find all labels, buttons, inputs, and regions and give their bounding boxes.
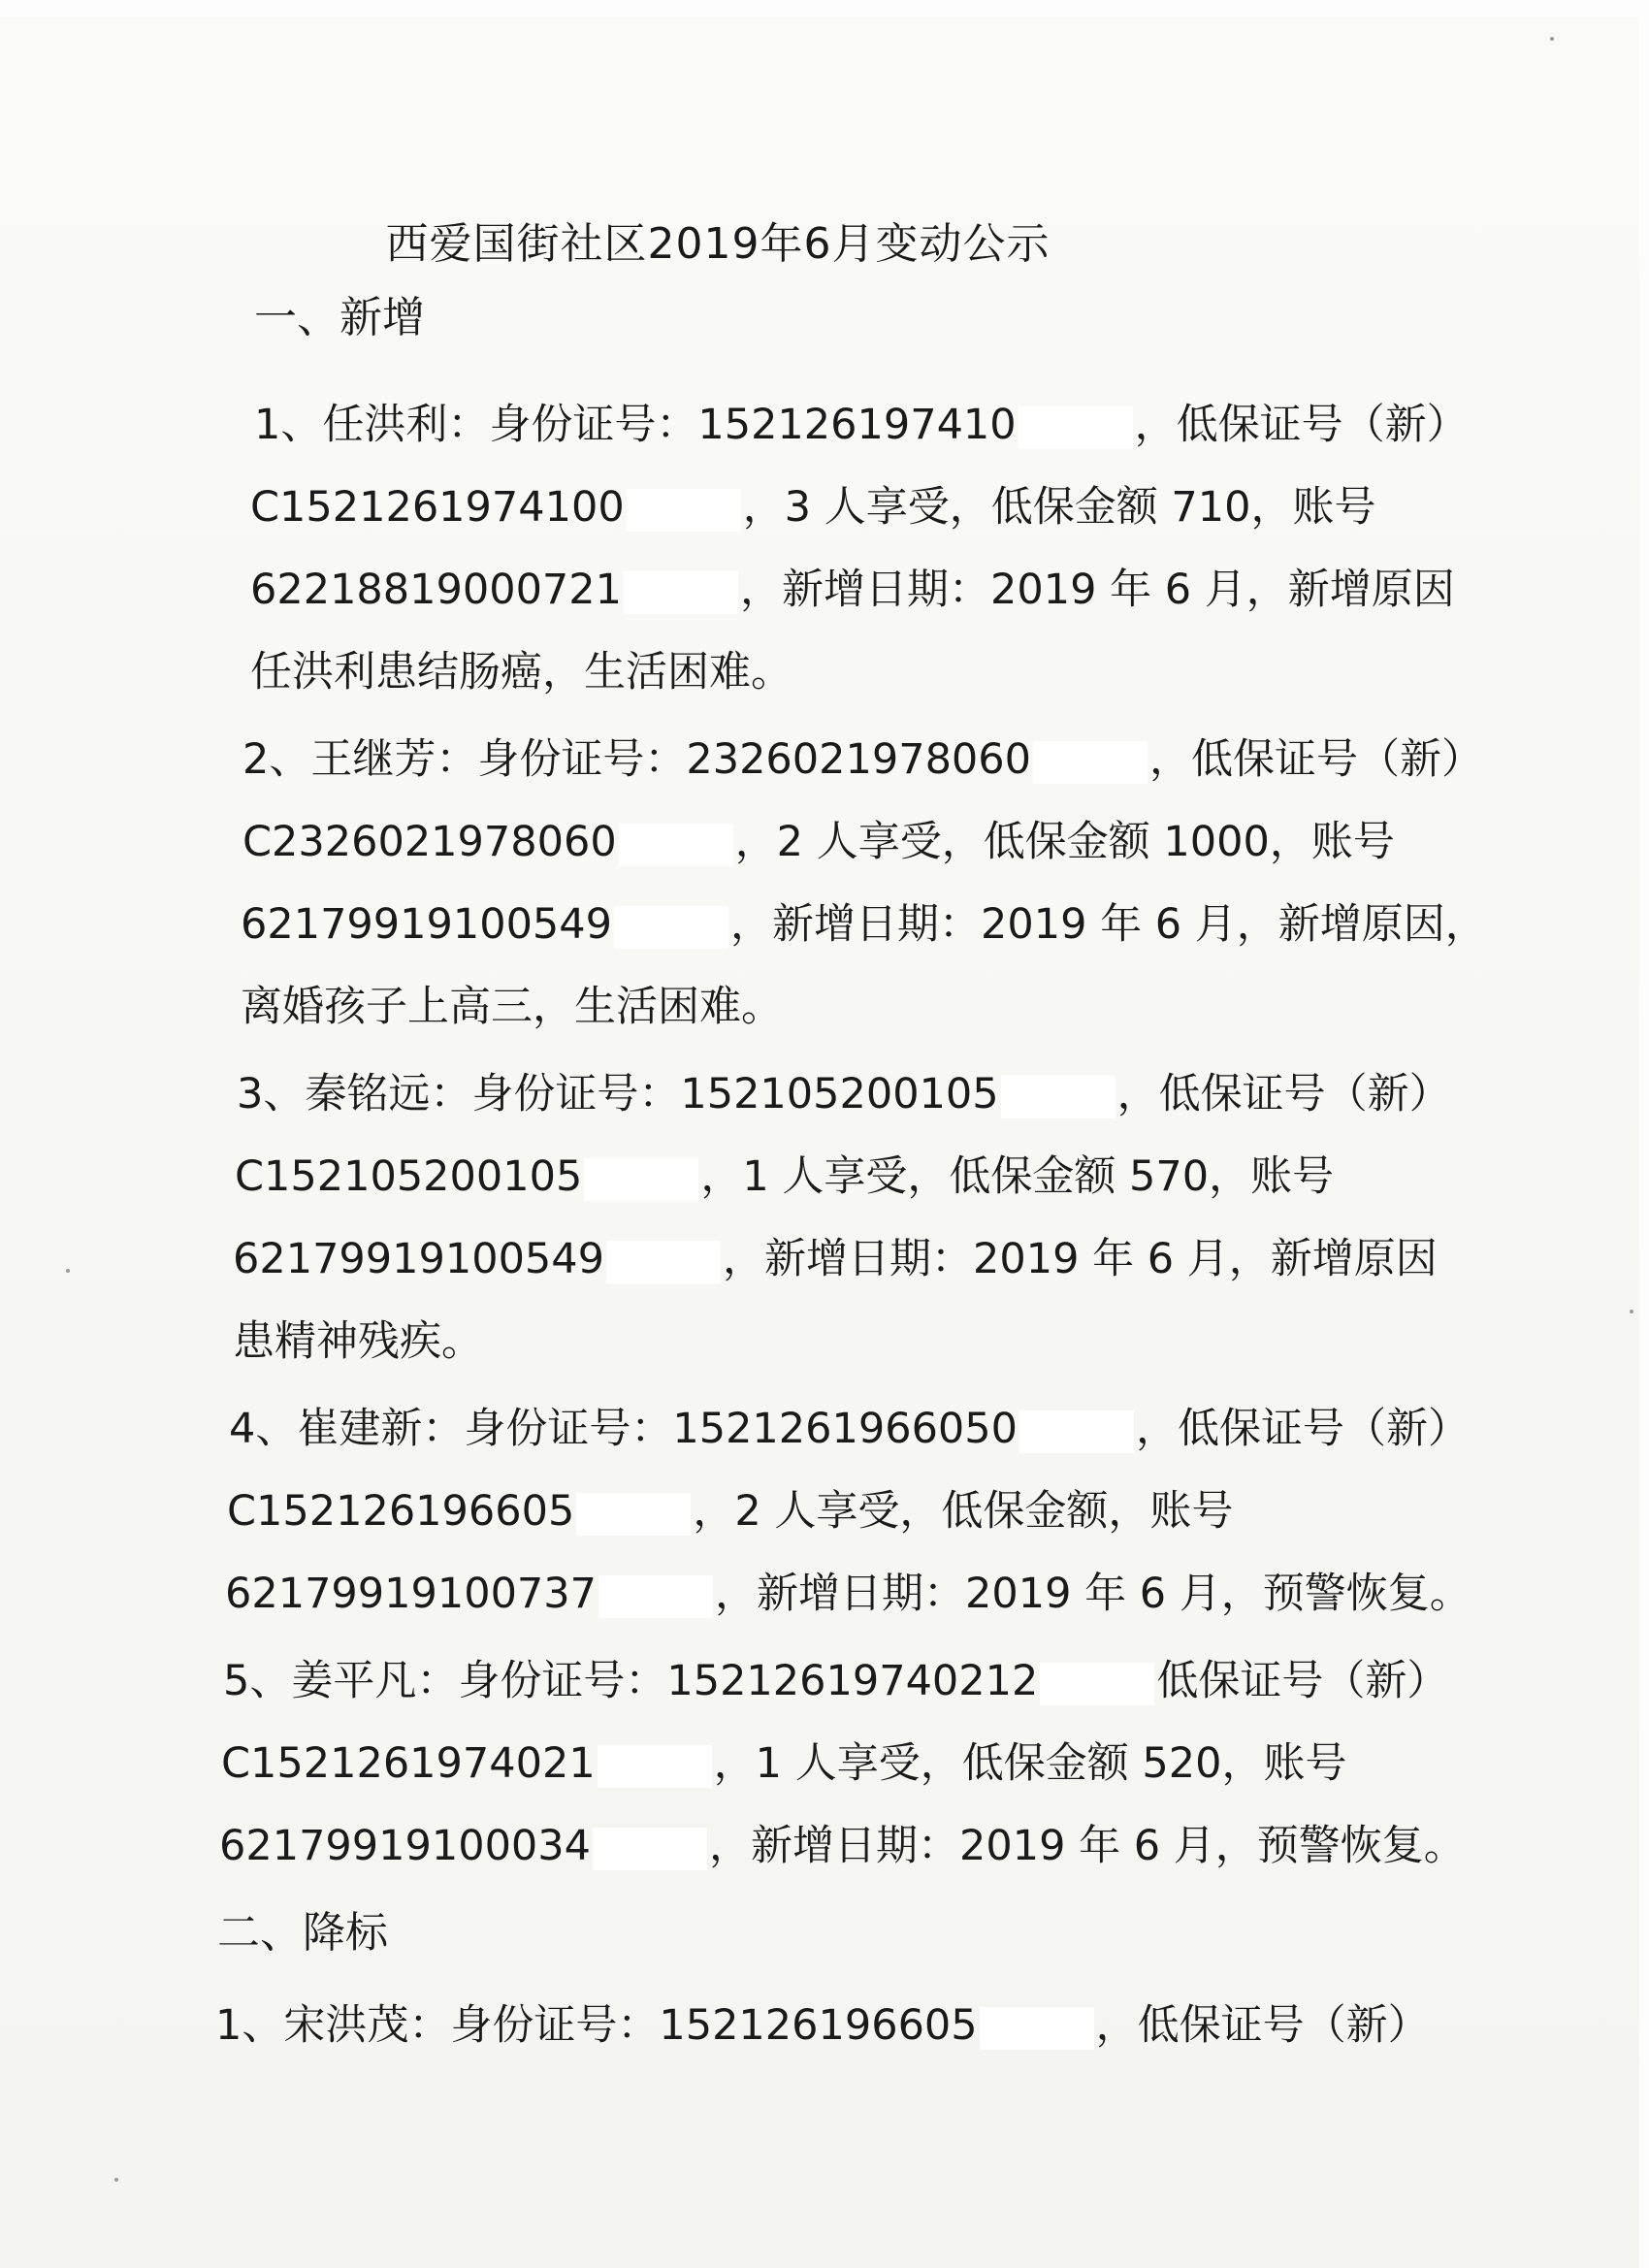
redaction bbox=[576, 1493, 691, 1536]
redaction bbox=[980, 2007, 1094, 2050]
redaction bbox=[606, 1241, 721, 1283]
redaction bbox=[627, 489, 741, 532]
redaction bbox=[598, 1575, 713, 1618]
entry-3-line-4: 患精神残疾。 bbox=[233, 1317, 483, 1366]
redaction bbox=[1001, 1076, 1116, 1118]
scan-speck bbox=[114, 2178, 118, 2182]
entry-3-line-3: 62179919100549 ，新增日期：2019 年 6 月，新增原因 bbox=[233, 1235, 1438, 1283]
redaction bbox=[619, 824, 733, 866]
entry-2-line-3: 62179919100549 ，新增日期：2019 年 6 月，新增原因， bbox=[241, 900, 1487, 949]
redaction bbox=[593, 1828, 707, 1870]
entry-2-line-4: 离婚孩子上高三，生活困难。 bbox=[241, 983, 783, 1031]
entry-5-line-2: C1521261974021 ，1 人享受，低保金额 520，账号 bbox=[221, 1739, 1347, 1788]
redaction bbox=[584, 1158, 698, 1201]
section-heading-downgrade: 二、降标 bbox=[217, 1908, 388, 1958]
redaction bbox=[1033, 741, 1148, 784]
redaction bbox=[598, 1745, 712, 1788]
entry-4-line-1: 4、崔建新：身份证号：1521261966050 ，低保证号（新） bbox=[229, 1405, 1471, 1453]
downgrade-entry-1-line-1: 1、宋洪茂：身份证号：152126196605 ，低保证号（新） bbox=[215, 2001, 1430, 2050]
entry-1-line-1: 1、任洪利：身份证号：152126197410 ，低保证号（新） bbox=[254, 401, 1469, 449]
entry-2-line-1: 2、王继芳：身份证号：2326021978060 ，低保证号（新） bbox=[242, 735, 1484, 784]
redaction bbox=[1018, 406, 1133, 449]
scan-border-right bbox=[1639, 0, 1649, 2268]
scan-speck bbox=[1550, 37, 1554, 41]
entry-4-line-2: C152126196605 ，2 人享受，低保金额，账号 bbox=[227, 1487, 1234, 1536]
entry-2-line-2: C2326021978060 ，2 人享受，低保金额 1000，账号 bbox=[242, 818, 1395, 866]
scan-speck bbox=[66, 1269, 70, 1273]
scan-speck bbox=[1630, 1310, 1633, 1313]
redaction bbox=[1019, 1410, 1134, 1453]
entry-5-line-1: 5、姜平凡：身份证号：15212619740212 低保证号（新） bbox=[223, 1657, 1449, 1705]
redaction bbox=[624, 571, 738, 614]
entry-1-line-4: 任洪利患结肠癌，生活困难。 bbox=[250, 648, 792, 697]
entry-3-line-2: C152105200105 ，1 人享受，低保金额 570，账号 bbox=[235, 1152, 1335, 1201]
scan-border-top bbox=[0, 0, 1649, 17]
section-heading-new: 一、新增 bbox=[254, 293, 425, 342]
redaction bbox=[1040, 1663, 1154, 1705]
entry-4-line-3: 62179919100737 ，新增日期：2019 年 6 月，预警恢复。 bbox=[225, 1570, 1471, 1618]
entry-3-line-1: 3、秦铭远：身份证号：152105200105 ，低保证号（新） bbox=[237, 1070, 1451, 1118]
redaction bbox=[614, 906, 728, 949]
entry-1-line-2: C1521261974100 ，3 人享受，低保金额 710，账号 bbox=[250, 483, 1376, 532]
entry-5-line-3: 62179919100034 ，新增日期：2019 年 6 月，预警恢复。 bbox=[219, 1822, 1466, 1870]
page-title: 西爱国街社区2019年6月变动公示 bbox=[385, 219, 1051, 269]
entry-1-line-3: 62218819000721 ，新增日期：2019 年 6 月，新增原因 bbox=[250, 566, 1455, 614]
